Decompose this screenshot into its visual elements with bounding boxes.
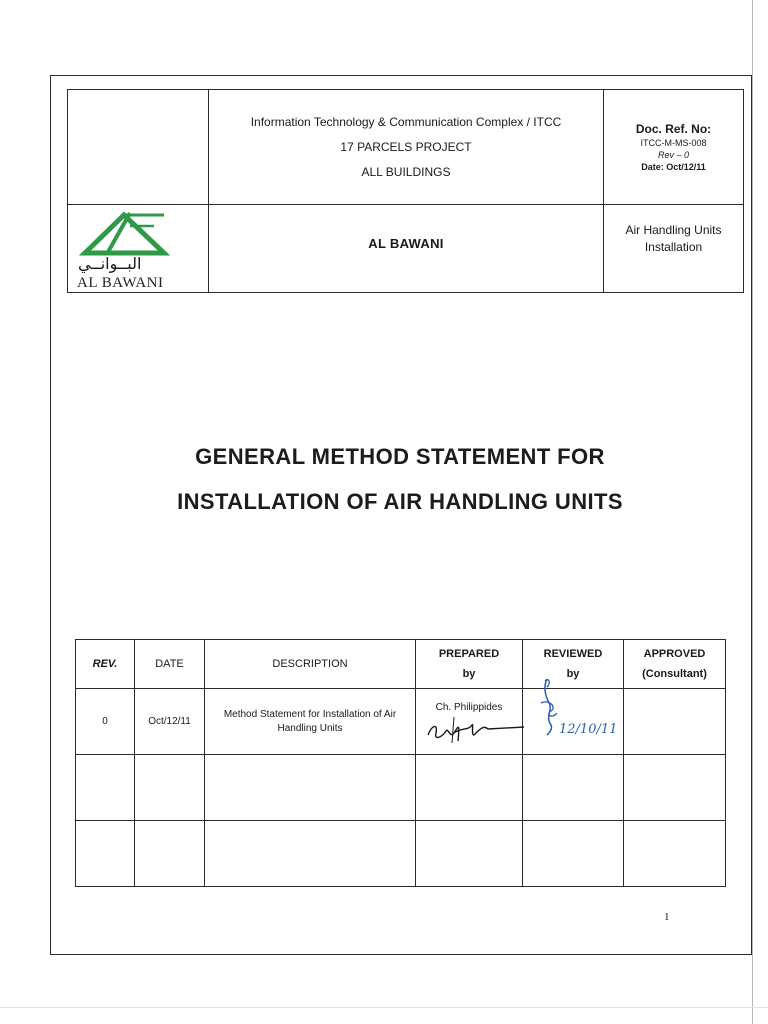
row-prepared-name: Ch. Philippides xyxy=(435,702,503,713)
row-rev: 0 xyxy=(76,689,135,755)
revision-table xyxy=(75,639,726,887)
col-header-prepared-by: by xyxy=(462,668,476,680)
doc-revision: Rev – 0 xyxy=(657,150,690,160)
empty-cell xyxy=(624,821,726,887)
row-reviewed xyxy=(523,689,624,755)
doc-ref-cell xyxy=(604,90,744,205)
header-empty-cell xyxy=(68,90,209,205)
empty-cell xyxy=(624,755,726,821)
header-table xyxy=(67,89,744,293)
col-header-prepared-label: PREPARED xyxy=(438,648,500,660)
scan-edge-bottom xyxy=(0,1007,768,1008)
empty-cell xyxy=(416,755,523,821)
empty-cell xyxy=(76,755,135,821)
scan-edge-right xyxy=(752,0,753,1024)
col-header-rev-text: REV. xyxy=(92,658,118,670)
col-header-date: DATE xyxy=(135,640,205,689)
prepared-signature-icon xyxy=(418,711,528,751)
empty-cell xyxy=(205,821,416,887)
col-header-rev xyxy=(76,640,135,689)
topic-line-2: Installation xyxy=(644,239,703,254)
empty-cell xyxy=(523,755,624,821)
empty-cell xyxy=(76,821,135,887)
logo-cell xyxy=(68,205,209,293)
main-title-line-2: INSTALLATION OF AIR HANDLING UNITS xyxy=(177,489,623,514)
project-info-cell xyxy=(209,90,604,205)
empty-cell xyxy=(523,821,624,887)
doc-ref-label: Doc. Ref. No: xyxy=(635,122,712,136)
row-prepared xyxy=(416,689,523,755)
project-line-1: Information Technology & Communication Complex / ITCC xyxy=(250,114,562,129)
row-description-text: Method Statement for Installation of Air Handling Units xyxy=(223,708,397,734)
project-line-3: ALL BUILDINGS xyxy=(361,164,451,179)
logo-arabic-text: البــوانــي xyxy=(78,254,142,273)
col-header-description: DESCRIPTION xyxy=(205,640,416,689)
company-cell xyxy=(209,205,604,293)
empty-cell xyxy=(135,755,205,821)
row-description xyxy=(205,689,416,755)
col-header-reviewed-label: REVIEWED xyxy=(543,648,603,660)
topic-line-1: Air Handling Units xyxy=(625,222,722,237)
col-header-approved xyxy=(624,640,726,689)
empty-cell xyxy=(135,821,205,887)
table-row xyxy=(76,689,726,755)
col-header-prepared xyxy=(416,640,523,689)
col-header-reviewed-by: by xyxy=(566,668,580,680)
page-number: 1 xyxy=(664,911,670,923)
row-date: Oct/12/11 xyxy=(135,689,205,755)
col-header-approved-label: APPROVED xyxy=(643,648,706,660)
topic-cell xyxy=(604,205,744,293)
empty-cell xyxy=(205,755,416,821)
row-approved xyxy=(624,689,726,755)
table-row-empty-1 xyxy=(76,755,726,821)
main-title-line-1: GENERAL METHOD STATEMENT FOR xyxy=(195,444,605,469)
logo-latin-text: AL BAWANI xyxy=(77,275,164,291)
empty-cell xyxy=(416,821,523,887)
project-line-2: 17 PARCELS PROJECT xyxy=(340,139,472,154)
col-header-approved-by: (Consultant) xyxy=(642,668,707,680)
reviewed-handwritten-date: 12/10/11 xyxy=(559,722,618,737)
table-row-empty-2 xyxy=(76,821,726,887)
doc-date: Date: Oct/12/11 xyxy=(641,162,706,172)
company-name: AL BAWANI xyxy=(368,236,444,251)
doc-ref-number: ITCC-M-MS-008 xyxy=(640,138,707,148)
revision-header-row xyxy=(76,640,726,689)
